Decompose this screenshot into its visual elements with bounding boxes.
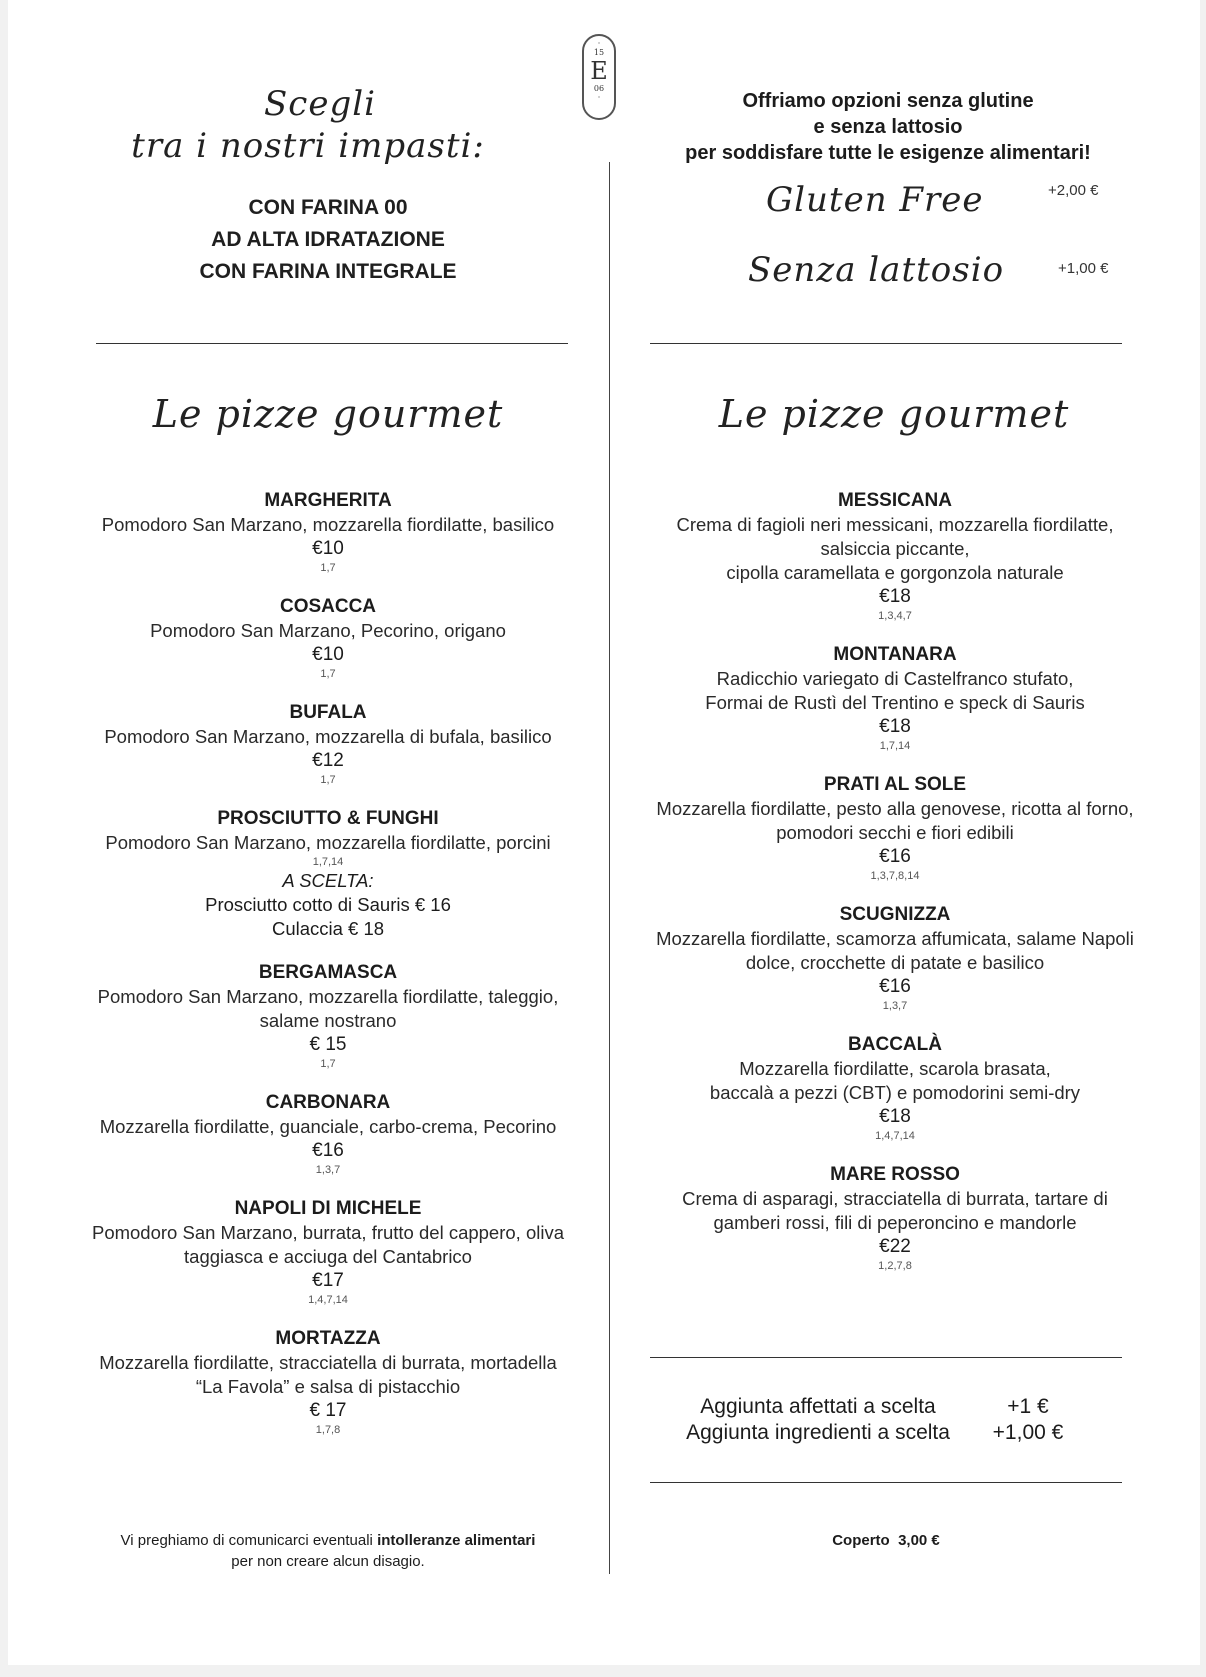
extra-price: +1 € — [1007, 1395, 1049, 1418]
item-allergens: 1,7 — [320, 774, 336, 786]
item-name: BUFALA — [289, 702, 367, 723]
left-menu-list — [48, 489, 608, 1457]
item-price: €18 — [879, 716, 911, 737]
item-description: Mozzarella fiordilatte, scamorza affumicata, salame Napoli — [656, 928, 1134, 949]
item-name: NAPOLI DI MICHELE — [234, 1198, 422, 1219]
item-price: €18 — [879, 1106, 911, 1127]
item-name: MESSICANA — [837, 490, 952, 511]
cover-charge — [650, 1530, 1122, 1551]
lactose-free-label: Senza lattosio — [748, 250, 1005, 290]
item-description: gamberi rossi, fili di peperoncino e mandorle — [713, 1212, 1077, 1233]
item-name: PROSCIUTTO & FUNGHI — [217, 808, 439, 829]
logo-top-number: 15 — [593, 48, 605, 57]
section-title-left: Le pizze gourmet — [152, 392, 504, 436]
center-divider — [609, 162, 610, 1574]
item-price: €22 — [879, 1236, 911, 1257]
item-price: €12 — [312, 750, 344, 771]
extra-price: +1,00 € — [992, 1421, 1064, 1444]
divider — [96, 343, 568, 344]
logo-bottom-number: 06 — [593, 84, 605, 93]
menu-item — [620, 903, 1170, 1013]
item-name: MONTANARA — [833, 644, 957, 665]
logo-letter: E — [590, 57, 608, 85]
item-description: Radicchio variegato di Castelfranco stufato, — [716, 668, 1074, 689]
dietary-section — [646, 88, 1130, 166]
item-allergens: 1,7,14 — [879, 740, 911, 752]
allergy-notice — [68, 1530, 588, 1572]
item-price: € 15 — [309, 1034, 347, 1055]
menu-item — [48, 595, 608, 681]
item-choice: Culaccia € 18 — [271, 918, 385, 939]
item-allergens: 1,2,7,8 — [878, 1260, 912, 1272]
item-description: Crema di asparagi, stracciatella di burrata, tartare di — [682, 1188, 1108, 1209]
cover-charge-label: Coperto — [832, 1532, 890, 1549]
item-price: €16 — [879, 846, 911, 867]
item-allergens: 1,7 — [320, 668, 336, 680]
item-name: SCUGNIZZA — [839, 904, 951, 925]
item-allergens: 1,4,7,14 — [308, 1294, 348, 1306]
item-description: taggiasca e acciuga del Cantabrico — [184, 1246, 472, 1267]
item-description: Pomodoro San Marzano, burrata, frutto del cappero, oliva — [91, 1222, 564, 1243]
item-description: Pomodoro San Marzano, mozzarella fiordilatte, porcini — [105, 832, 551, 853]
divider — [650, 1482, 1122, 1483]
item-description: Mozzarella fiordilatte, pesto alla genovese, ricotta al forno, — [656, 798, 1134, 819]
dough-option: CON FARINA INTEGRALE — [199, 260, 457, 283]
item-price: €18 — [879, 586, 911, 607]
item-description: baccalà a pezzi (CBT) e pomodorini semi-dry — [709, 1082, 1081, 1103]
item-price: €10 — [312, 644, 344, 665]
item-allergens: 1,3,7 — [315, 1164, 341, 1176]
menu-item — [620, 773, 1170, 883]
item-allergens: 1,7 — [320, 562, 336, 574]
extra-row — [668, 1394, 1108, 1420]
menu-item — [48, 1197, 608, 1307]
menu-item — [48, 807, 608, 941]
menu-item — [48, 701, 608, 787]
item-description: Crema di fagioli neri messicani, mozzarella fiordilatte, — [676, 514, 1114, 535]
section-title-right: Le pizze gourmet — [718, 392, 1070, 436]
item-choice-title: A SCELTA: — [282, 870, 374, 891]
item-description: Pomodoro San Marzano, mozzarella fiordilatte, taleggio, — [97, 986, 559, 1007]
dough-section — [86, 84, 570, 288]
item-description: cipolla caramellata e gorgonzola naturale — [726, 562, 1064, 583]
divider — [650, 1357, 1122, 1358]
item-price: €17 — [312, 1270, 344, 1291]
item-description: Formai de Rustì del Trentino e speck di Sauris — [705, 692, 1085, 713]
item-price: €16 — [312, 1140, 344, 1161]
item-price: € 17 — [309, 1400, 347, 1421]
menu-item — [48, 961, 608, 1071]
item-choice: Prosciutto cotto di Sauris € 16 — [205, 894, 451, 915]
dietary-line: per soddisfare tutte le esigenze alimentari! — [685, 142, 1091, 164]
item-allergens: 1,7 — [320, 1058, 336, 1070]
item-name: COSACCA — [279, 596, 377, 617]
menu-item — [620, 489, 1170, 623]
gluten-free-price: +2,00 € — [1048, 182, 1099, 199]
dietary-line: Offriamo opzioni senza glutine — [742, 90, 1034, 112]
lactose-free-price: +1,00 € — [1058, 260, 1109, 277]
item-description: Mozzarella fiordilatte, stracciatella di burrata, mortadella — [99, 1352, 557, 1373]
item-name: MORTAZZA — [275, 1328, 381, 1349]
item-description: Pomodoro San Marzano, mozzarella di bufala, basilico — [104, 726, 552, 747]
item-description: pomodori secchi e fiori edibili — [776, 822, 1014, 843]
item-description: Mozzarella fiordilatte, scarola brasata, — [739, 1058, 1051, 1079]
item-name: MARGHERITA — [264, 490, 392, 511]
menu-item — [620, 643, 1170, 753]
item-allergens: 1,4,7,14 — [875, 1130, 915, 1142]
brand-logo: · 15 E 06 · — [582, 34, 616, 120]
item-price: €10 — [312, 538, 344, 559]
script-doughs: tra i nostri impasti: — [131, 126, 485, 166]
extra-label: Aggiunta affettati a scelta — [700, 1395, 936, 1418]
gluten-free-label: Gluten Free — [766, 180, 984, 220]
menu-item — [48, 1327, 608, 1437]
item-name: CARBONARA — [265, 1092, 391, 1113]
extras-list — [668, 1394, 1108, 1446]
item-description: Pomodoro San Marzano, Pecorino, origano — [150, 620, 506, 641]
allergy-notice-text: Vi preghiamo di comunicarci eventuali — [120, 1532, 378, 1549]
menu-page — [8, 0, 1200, 1665]
item-allergens: 1,7,14 — [312, 856, 344, 868]
item-allergens: 1,3,7,8,14 — [870, 870, 920, 882]
item-allergens: 1,3,7 — [882, 1000, 908, 1012]
dough-option: CON FARINA 00 — [248, 196, 408, 219]
dough-option: AD ALTA IDRATAZIONE — [211, 228, 445, 251]
item-description: dolce, crocchette di patate e basilico — [745, 952, 1045, 973]
allergy-notice-line2: per non creare alcun disagio. — [231, 1553, 425, 1570]
item-price: €16 — [879, 976, 911, 997]
menu-item — [48, 1091, 608, 1177]
item-allergens: 1,3,4,7 — [878, 610, 912, 622]
menu-item — [48, 489, 608, 575]
menu-item — [620, 1033, 1170, 1143]
divider — [650, 343, 1122, 344]
item-name: BACCALÀ — [848, 1034, 942, 1055]
cover-charge-value: 3,00 € — [898, 1532, 940, 1549]
right-menu-list — [620, 489, 1170, 1293]
dietary-line: e senza lattosio — [813, 116, 963, 138]
allergy-notice-bold: intolleranze alimentari — [377, 1532, 536, 1549]
item-name: PRATI AL SOLE — [823, 774, 967, 795]
item-allergens: 1,7,8 — [315, 1424, 341, 1436]
extra-row — [668, 1420, 1108, 1446]
item-description: Mozzarella fiordilatte, guanciale, carbo-crema, Pecorino — [99, 1116, 557, 1137]
item-description: salsiccia piccante, — [820, 538, 970, 559]
item-description: salame nostrano — [259, 1010, 397, 1031]
item-name: BERGAMASCA — [258, 962, 398, 983]
item-name: MARE ROSSO — [830, 1164, 960, 1185]
extra-label: Aggiunta ingredienti a scelta — [686, 1421, 950, 1444]
item-description: Pomodoro San Marzano, mozzarella fiordilatte, basilico — [101, 514, 555, 535]
script-choose: Scegli — [264, 84, 376, 124]
menu-item — [620, 1163, 1170, 1273]
item-description: “La Favola” e salsa di pistacchio — [195, 1376, 461, 1397]
